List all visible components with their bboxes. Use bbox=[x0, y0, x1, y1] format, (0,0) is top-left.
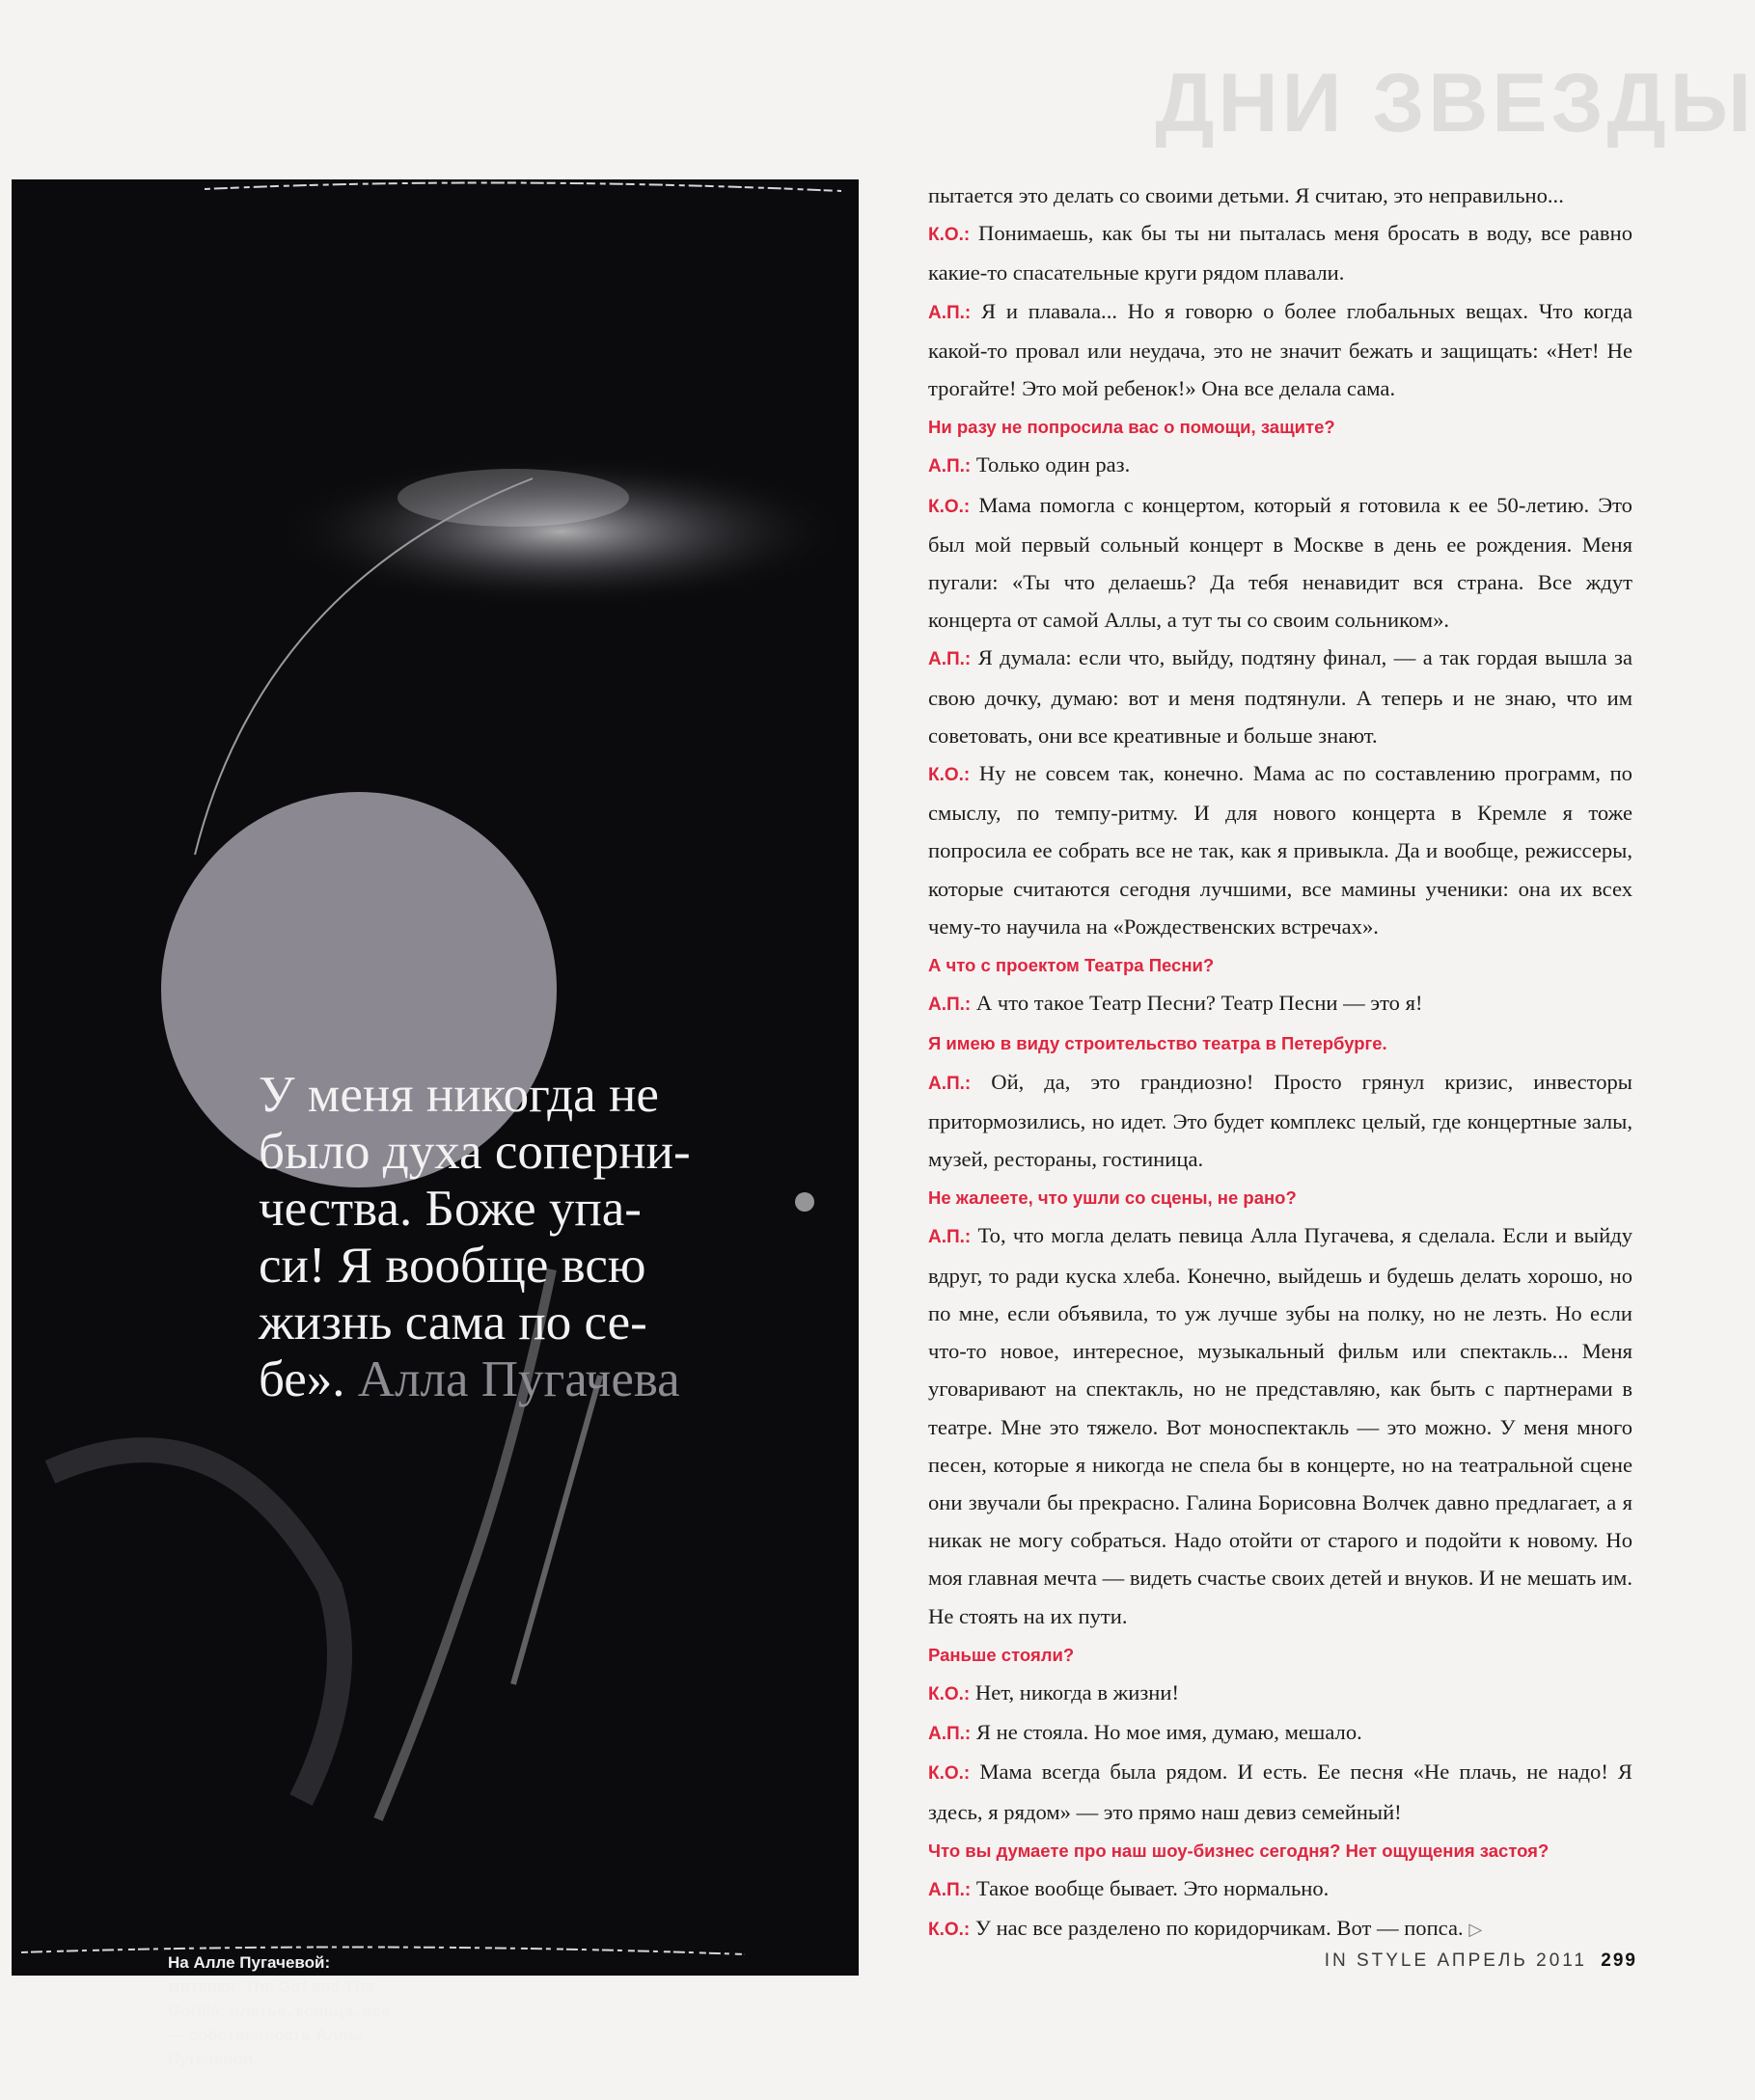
magazine-name: IN STYLE bbox=[1324, 1950, 1430, 1971]
speaker-label: А.П.: bbox=[928, 1879, 972, 1900]
speaker-label: К.О.: bbox=[928, 1683, 971, 1705]
article-body bbox=[928, 177, 1632, 1949]
quote-line: бе». bbox=[259, 1351, 345, 1407]
interview-answer bbox=[928, 292, 1632, 408]
speaker-label: А.П.: bbox=[928, 302, 972, 323]
photo-caption: На Алле Пугачевой: митенки, The Girl and The Gorilla; платье, кольца, все — собственность Аллы Пугачевой. bbox=[168, 1953, 391, 2068]
speaker-label: А.П.: bbox=[928, 456, 972, 477]
speaker-label: А.П.: bbox=[928, 1073, 972, 1094]
answer-text: пытается это делать со своими детьми. Я считаю, это неправильно... bbox=[928, 183, 1564, 207]
speaker-label: А.П.: bbox=[928, 995, 972, 1016]
question-text: А что с проектом Театра Песни? bbox=[928, 955, 1215, 976]
speaker-label: А.П.: bbox=[928, 1724, 972, 1745]
answer-text: Нет, никогда в жизни! bbox=[974, 1679, 1180, 1705]
answer-text: Ну не совсем так, конечно. Мама ас по составлению программ, по смыслу, по темпу-ритму. И для нового концерта в Кремле я тоже попросила ее собрать все не так, как я привыкла. Да и вообще, режиссеры, которые считаются сегодня лучшими, все мамины ученики: она их всех чему-то научила на «Рождественских встречах». bbox=[928, 761, 1632, 939]
question-text: Ни разу не попросила вас о помощи, защите? bbox=[928, 417, 1335, 438]
interview-answer bbox=[928, 1674, 1632, 1713]
interview-question bbox=[928, 1831, 1632, 1869]
interview-answer bbox=[928, 486, 1632, 640]
answer-text: У нас все разделено по коридорчикам. Вот — попса. bbox=[974, 1916, 1464, 1941]
quote-line: жизнь сама по се- bbox=[259, 1295, 647, 1350]
answer-text: Понимаешь, как бы ты ни пыталась меня бросать в воду, все равно какие-то спасательные круги рядом плавали. bbox=[928, 221, 1632, 286]
answer-text: Только один раз. bbox=[975, 452, 1131, 477]
pull-quote bbox=[259, 1067, 799, 1408]
speaker-label: А.П.: bbox=[928, 649, 972, 670]
interview-answer bbox=[928, 214, 1632, 291]
page-footer bbox=[1325, 1950, 1637, 1972]
question-text: Не жалеете, что ушли со сцены, не рано? bbox=[928, 1187, 1297, 1209]
speaker-label: К.О.: bbox=[928, 1763, 971, 1785]
quote-line: си! Я вообще всю bbox=[259, 1238, 646, 1294]
interview-answer bbox=[928, 1216, 1632, 1634]
quote-line: чества. Боже упа- bbox=[259, 1181, 642, 1237]
interview-answer bbox=[928, 1909, 1632, 1949]
answer-text: Такое вообще бывает. Это нормально. bbox=[975, 1875, 1330, 1900]
answer-text: А что такое Театр Песни? Театр Песни — это я! bbox=[975, 991, 1423, 1016]
answer-text: Мама всегда была рядом. И есть. Ее песня «Не плачь, не надо! Я здесь, я рядом» — это прямо наш девиз семейный! bbox=[928, 1759, 1633, 1824]
portrait-photo bbox=[12, 179, 859, 2068]
speaker-label: К.О.: bbox=[928, 765, 971, 786]
speaker-label: А.П.: bbox=[928, 1227, 972, 1248]
speaker-label: К.О.: bbox=[928, 1920, 971, 1941]
answer-text: То, что могла делать певица Алла Пугачева, я сделала. Если и выйду вдруг, то ради куска хлеба. Конечно, выйдешь и будешь делать хорошо, но по мне, если объявила, то уж лучше зубы на полку, но не лезть. Но если что-то новое, интересное, музыкальный фильм или спектакль... Меня уговаривают на спектакль, но не представляю, как быть с партнерами в театре. Мне это тяжело. Вот моноспектакль — это можно. У меня много песен, которые я никогда не спела бы в концерте, но на театральной сцене они звучали бы прекрасно. Галина Борисовна Волчек давно предлагает, а я никак не могу собраться. Надо отойти от старого и подойти к новому. Но моя главная мечта — видеть счастье своих детей и внуков. И не мешать им. Не стоять на их пути. bbox=[928, 1223, 1632, 1628]
answer-text: Мама помогла с концертом, который я готовила к ее 50-летию. Это был мой первый сольный концерт в Москве в день ее рождения. Меня пугали: «Ты что делаешь? Да тебя ненавидит вся страна. Все ждут концерта от самой Аллы, а тут ты со своим сольником». bbox=[928, 492, 1632, 633]
interview-answer bbox=[928, 754, 1632, 945]
interview-answer bbox=[928, 446, 1632, 485]
interview-answer bbox=[928, 1869, 1632, 1909]
question-text: Я имею в виду строительство театра в Петербурге. bbox=[928, 1033, 1387, 1054]
interview-answer bbox=[928, 1713, 1632, 1753]
interview-answer bbox=[928, 1063, 1632, 1179]
ghost-header-bleed: ДНИ ЗВЕЗДЫ bbox=[1155, 57, 1755, 150]
continue-arrow-icon: ▷ bbox=[1468, 1920, 1483, 1940]
quote-line: было духа соперни- bbox=[259, 1124, 691, 1180]
interview-question bbox=[928, 945, 1632, 984]
interview-answer bbox=[928, 639, 1632, 754]
interview-question bbox=[928, 1635, 1632, 1674]
answer-text: Ой, да, это грандиозно! Просто грянул кризис, инвесторы притормозились, но идет. Это будет комплекс целый, где концертные залы, музей, рестораны, гостиница. bbox=[928, 1069, 1632, 1172]
quote-author: Алла Пугачева bbox=[357, 1351, 680, 1407]
speaker-label: К.О.: bbox=[928, 496, 971, 517]
question-text: Раньше стояли? bbox=[928, 1644, 1075, 1665]
interview-question bbox=[928, 1178, 1632, 1216]
issue-date: АПРЕЛЬ 2011 bbox=[1437, 1950, 1588, 1971]
interview-question bbox=[928, 1023, 1632, 1062]
page-number: 299 bbox=[1601, 1950, 1637, 1971]
quote-line: У меня никогда не bbox=[259, 1067, 659, 1123]
answer-text: Я думала: если что, выйду, подтяну финал, — а так гордая вышла за свою дочку, думаю: вот и меня подтянули. А теперь и не знаю, что им советовать, они все креативные и больше знают. bbox=[928, 645, 1632, 748]
interview-answer bbox=[928, 1753, 1632, 1830]
speaker-label: К.О.: bbox=[928, 225, 971, 246]
answer-text: Я и плавала... Но я говорю о более глобальных вещах. Что когда какой-то провал или неудача, это не значит бежать и защищать: «Нет! Не трогайте! Это мой ребенок!» Она все делала сама. bbox=[928, 298, 1632, 401]
question-text: Что вы думаете про наш шоу-бизнес сегодня? Нет ощущения застоя? bbox=[928, 1840, 1549, 1861]
interview-answer bbox=[928, 177, 1632, 214]
interview-answer bbox=[928, 984, 1632, 1023]
answer-text: Я не стояла. Но мое имя, думаю, мешало. bbox=[975, 1720, 1362, 1745]
interview-question bbox=[928, 407, 1632, 446]
